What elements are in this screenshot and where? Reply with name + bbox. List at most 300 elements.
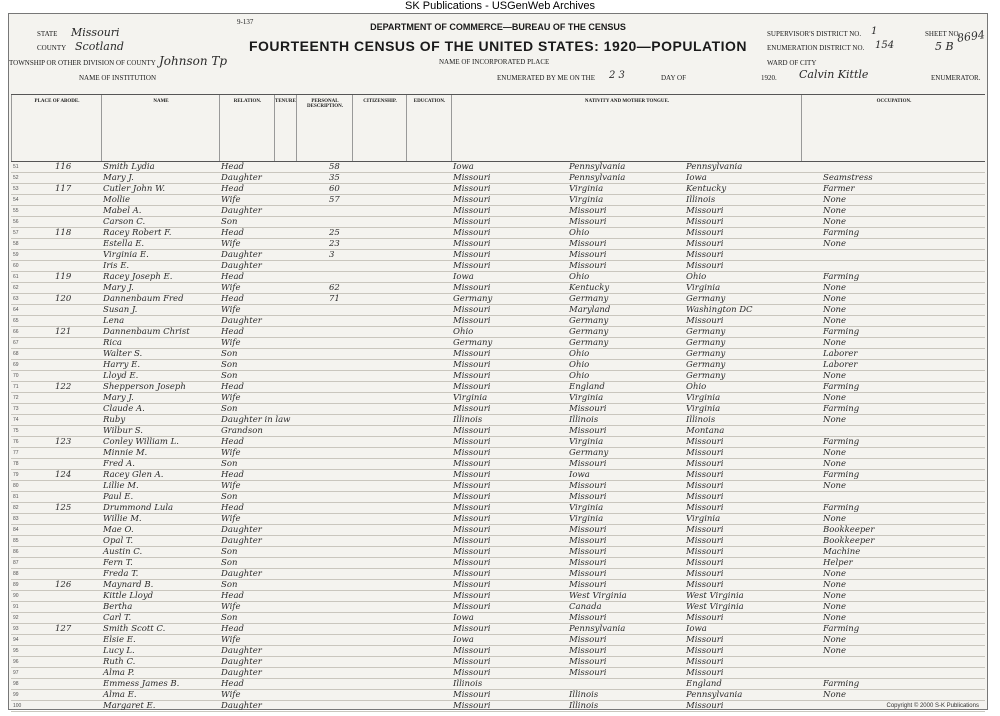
mother-birthplace: Pennsylvania (686, 162, 743, 172)
occupation: None (823, 580, 847, 590)
person-name: Fred A. (103, 459, 135, 469)
supervisor-value: 1 (871, 26, 878, 37)
line-number: 97 (13, 670, 19, 676)
father-birthplace: Germany (569, 448, 609, 458)
group-name: NAME (153, 99, 169, 104)
father-birthplace: Missouri (569, 239, 607, 249)
person-name: Alma P. (103, 668, 135, 678)
birthplace: Virginia (453, 393, 488, 403)
father-birthplace: Missouri (569, 536, 607, 546)
mother-birthplace: Missouri (686, 580, 724, 590)
birthplace: Missouri (453, 316, 491, 326)
table-row (11, 349, 985, 360)
census-sheet (8, 13, 988, 710)
birthplace: Missouri (453, 217, 491, 227)
birthplace: Missouri (453, 514, 491, 524)
person-name: Minnie M. (103, 448, 148, 458)
family-number: 125 (55, 503, 72, 513)
relation: Head (221, 679, 244, 689)
occupation: None (823, 338, 847, 348)
family-number: 120 (55, 294, 72, 304)
birthplace: Missouri (453, 448, 491, 458)
father-birthplace: West Virginia (569, 591, 627, 601)
table-row (11, 503, 985, 514)
mother-birthplace: Missouri (686, 701, 724, 711)
ed-value: 154 (875, 40, 895, 51)
line-number: 57 (13, 230, 19, 236)
birthplace: Missouri (453, 426, 491, 436)
line-number: 79 (13, 472, 19, 478)
relation: Head (221, 162, 244, 172)
line-number: 59 (13, 252, 19, 258)
relation: Daughter (221, 525, 262, 535)
line-number: 61 (13, 274, 19, 280)
birthplace: Missouri (453, 569, 491, 579)
relation: Head (221, 591, 244, 601)
occupation: Farming (823, 679, 860, 689)
mother-birthplace: Virginia (686, 393, 721, 403)
birthplace: Missouri (453, 701, 491, 711)
table-row (11, 701, 985, 712)
father-birthplace: Canada (569, 602, 602, 612)
state-label: STATE (37, 30, 58, 38)
person-name: Opal T. (103, 536, 134, 546)
line-number: 64 (13, 307, 19, 313)
line-number: 89 (13, 582, 19, 588)
relation: Wife (221, 514, 241, 524)
person-name: Alma E. (103, 690, 137, 700)
person-name: Cutler John W. (103, 184, 166, 194)
birthplace: Missouri (453, 283, 491, 293)
day-label: DAY OF (661, 74, 686, 82)
table-row (11, 635, 985, 646)
line-number: 86 (13, 549, 19, 555)
mother-birthplace: Virginia (686, 514, 721, 524)
line-number: 94 (13, 637, 19, 643)
table-row (11, 448, 985, 459)
birthplace: Illinois (453, 415, 483, 425)
relation: Wife (221, 338, 241, 348)
line-number: 58 (13, 241, 19, 247)
mother-birthplace: West Virginia (686, 602, 744, 612)
person-name: Drummond Lula (103, 503, 174, 513)
enumerator-name: Calvin Kittle (799, 68, 869, 81)
birthplace: Missouri (453, 437, 491, 447)
line-number: 60 (13, 263, 19, 269)
person-name: Carl T. (103, 613, 132, 623)
township-label: TOWNSHIP OR OTHER DIVISION OF COUNTY (9, 59, 156, 67)
line-number: 67 (13, 340, 19, 346)
father-birthplace: Pennsylvania (569, 173, 626, 183)
table-row (11, 525, 985, 536)
census-title: FOURTEENTH CENSUS OF THE UNITED STATES: 1920—POPULATION (248, 38, 748, 54)
father-birthplace: Missouri (569, 250, 607, 260)
father-birthplace: Virginia (569, 437, 604, 447)
table-row (11, 481, 985, 492)
mother-birthplace: Missouri (686, 569, 724, 579)
person-name: Mary J. (103, 173, 134, 183)
table-row (11, 514, 985, 525)
occupation: None (823, 217, 847, 227)
supervisor-label: SUPERVISOR'S DISTRICT NO. (767, 30, 862, 38)
age: 62 (329, 283, 340, 293)
table-row (11, 404, 985, 415)
table-row (11, 459, 985, 470)
sheet-label: SHEET NO. (925, 30, 961, 38)
person-name: Walter S. (103, 349, 143, 359)
birthplace: Ohio (453, 327, 474, 337)
enumerator-label: ENUMERATOR. (931, 74, 981, 82)
father-birthplace: Missouri (569, 404, 607, 414)
person-name: Maynard B. (103, 580, 154, 590)
sheet-value: 5 B (935, 40, 954, 53)
person-name: Wilbur S. (103, 426, 143, 436)
relation: Son (221, 558, 238, 568)
birthplace: Missouri (453, 459, 491, 469)
father-birthplace: Virginia (569, 514, 604, 524)
birthplace: Iowa (453, 272, 474, 282)
line-number: 70 (13, 373, 19, 379)
line-number: 92 (13, 615, 19, 621)
mother-birthplace: Missouri (686, 657, 724, 667)
ed-label: ENUMERATION DISTRICT NO. (767, 44, 865, 52)
mother-birthplace: Missouri (686, 239, 724, 249)
person-name: Willie M. (103, 514, 142, 524)
father-birthplace: Virginia (569, 184, 604, 194)
person-name: Claude A. (103, 404, 145, 414)
birthplace: Missouri (453, 558, 491, 568)
mother-birthplace: Missouri (686, 217, 724, 227)
birthplace: Missouri (453, 602, 491, 612)
line-number: 100 (13, 703, 22, 709)
mother-birthplace: Illinois (686, 415, 716, 425)
mother-birthplace: Missouri (686, 613, 724, 623)
person-name: Lucy L. (103, 646, 135, 656)
age: 35 (329, 173, 340, 183)
mother-birthplace: Missouri (686, 448, 724, 458)
table-row (11, 239, 985, 250)
mother-birthplace: Germany (686, 349, 726, 359)
archive-banner: SK Publications - USGenWeb Archives (405, 0, 595, 12)
relation: Daughter (221, 250, 262, 260)
stamp-number: 8694 (956, 28, 986, 45)
relation: Wife (221, 690, 241, 700)
group-place-of-abode: PLACE OF ABODE. (34, 99, 80, 104)
person-name: Susan J. (103, 305, 138, 315)
table-row (11, 283, 985, 294)
relation: Head (221, 272, 244, 282)
relation: Grandson (221, 426, 263, 436)
person-name: Mabel A. (103, 206, 142, 216)
birthplace: Missouri (453, 261, 491, 271)
occupation: None (823, 613, 847, 623)
occupation: None (823, 646, 847, 656)
table-row (11, 602, 985, 613)
person-name: Lena (103, 316, 125, 326)
birthplace: Missouri (453, 646, 491, 656)
father-birthplace: Illinois (569, 701, 599, 711)
occupation: Farming (823, 470, 860, 480)
table-row (11, 261, 985, 272)
mother-birthplace: Missouri (686, 459, 724, 469)
table-row (11, 558, 985, 569)
person-name: Conley William L. (103, 437, 179, 447)
person-name: Ruby (103, 415, 126, 425)
father-birthplace: Missouri (569, 492, 607, 502)
birthplace: Missouri (453, 690, 491, 700)
line-number: 56 (13, 219, 19, 225)
occupation: Farming (823, 624, 860, 634)
township-value: Johnson Tp (159, 54, 228, 68)
table-row (11, 272, 985, 283)
person-name: Racey Robert F. (103, 228, 172, 238)
mother-birthplace: Missouri (686, 470, 724, 480)
mother-birthplace: Missouri (686, 481, 724, 491)
person-name: Estella E. (103, 239, 145, 249)
birthplace: Missouri (453, 470, 491, 480)
person-name: Mary J. (103, 283, 134, 293)
birthplace: Iowa (453, 613, 474, 623)
person-name: Dannenbaum Fred (103, 294, 184, 304)
table-row (11, 206, 985, 217)
occupation: None (823, 393, 847, 403)
father-birthplace: Missouri (569, 426, 607, 436)
occupation: None (823, 283, 847, 293)
birthplace: Missouri (453, 184, 491, 194)
table-row (11, 569, 985, 580)
group-education: EDUCATION. (413, 99, 446, 104)
mother-birthplace: Missouri (686, 668, 724, 678)
birthplace: Missouri (453, 195, 491, 205)
person-name: Kittle Lloyd (103, 591, 154, 601)
table-row (11, 492, 985, 503)
line-number: 81 (13, 494, 19, 500)
table-row (11, 393, 985, 404)
line-number: 74 (13, 417, 19, 423)
table-row (11, 437, 985, 448)
age: 57 (329, 195, 340, 205)
mother-birthplace: Virginia (686, 404, 721, 414)
birthplace: Missouri (453, 580, 491, 590)
person-name: Lillie M. (103, 481, 139, 491)
relation: Daughter (221, 173, 262, 183)
father-birthplace: Missouri (569, 646, 607, 656)
table-row (11, 316, 985, 327)
occupation: Machine (823, 547, 861, 557)
birthplace: Missouri (453, 525, 491, 535)
relation: Daughter (221, 316, 262, 326)
relation: Wife (221, 195, 241, 205)
table-row (11, 668, 985, 679)
incorporated-label: NAME OF INCORPORATED PLACE (439, 58, 550, 66)
age: 60 (329, 184, 340, 194)
occupation: Laborer (823, 349, 858, 359)
occupation: None (823, 448, 847, 458)
birthplace: Missouri (453, 371, 491, 381)
family-number: 126 (55, 580, 72, 590)
birthplace: Missouri (453, 492, 491, 502)
age: 25 (329, 228, 340, 238)
state-value: Missouri (71, 26, 120, 39)
relation: Son (221, 580, 238, 590)
relation: Head (221, 624, 244, 634)
person-name: Carson C. (103, 217, 146, 227)
birthplace: Missouri (453, 591, 491, 601)
table-row (11, 195, 985, 206)
line-number: 84 (13, 527, 19, 533)
county-value: Scotland (75, 40, 124, 53)
line-number: 99 (13, 692, 19, 698)
person-name: Iris E. (103, 261, 130, 271)
line-number: 65 (13, 318, 19, 324)
person-name: Mary J. (103, 393, 134, 403)
father-birthplace: Ohio (569, 228, 590, 238)
birthplace: Missouri (453, 404, 491, 414)
birthplace: Iowa (453, 635, 474, 645)
relation: Wife (221, 602, 241, 612)
relation: Head (221, 327, 244, 337)
mother-birthplace: Missouri (686, 525, 724, 535)
occupation: Farming (823, 228, 860, 238)
table-row (11, 305, 985, 316)
table-row (11, 613, 985, 624)
relation: Head (221, 437, 244, 447)
mother-birthplace: Montana (686, 426, 725, 436)
person-name: Bertha (103, 602, 133, 612)
family-number: 119 (55, 272, 72, 282)
birthplace: Missouri (453, 657, 491, 667)
mother-birthplace: Germany (686, 327, 726, 337)
birthplace: Missouri (453, 228, 491, 238)
relation: Daughter (221, 701, 262, 711)
relation: Son (221, 217, 238, 227)
mother-birthplace: Kentucky (686, 184, 727, 194)
occupation: Farming (823, 437, 860, 447)
father-birthplace: Virginia (569, 503, 604, 513)
table-row (11, 338, 985, 349)
father-birthplace: Germany (569, 294, 609, 304)
birthplace: Missouri (453, 547, 491, 557)
birthplace: Missouri (453, 382, 491, 392)
relation: Daughter (221, 668, 262, 678)
occupation: Farming (823, 382, 860, 392)
occupation: Bookkeeper (823, 536, 875, 546)
person-name: Dannenbaum Christ (103, 327, 190, 337)
mother-birthplace: Missouri (686, 206, 724, 216)
relation: Son (221, 404, 238, 414)
mother-birthplace: Missouri (686, 228, 724, 238)
occupation: None (823, 305, 847, 315)
line-number: 71 (13, 384, 19, 390)
occupation: Farming (823, 404, 860, 414)
occupation: None (823, 591, 847, 601)
table-row (11, 250, 985, 261)
father-birthplace: Missouri (569, 613, 607, 623)
person-name: Austin C. (103, 547, 143, 557)
table-row (11, 657, 985, 668)
ward-label: WARD OF CITY (767, 59, 817, 67)
mother-birthplace: Missouri (686, 536, 724, 546)
table-row (11, 547, 985, 558)
group-occupation: OCCUPATION. (876, 99, 912, 104)
line-number: 95 (13, 648, 19, 654)
relation: Daughter (221, 261, 262, 271)
occupation: None (823, 481, 847, 491)
line-number: 54 (13, 197, 19, 203)
relation: Daughter (221, 646, 262, 656)
family-number: 117 (55, 184, 72, 194)
mother-birthplace: Missouri (686, 635, 724, 645)
occupation: Seamstress (823, 173, 873, 183)
father-birthplace: Missouri (569, 206, 607, 216)
column-headers (11, 94, 985, 162)
county-label: COUNTY (37, 44, 67, 52)
age: 23 (329, 239, 340, 249)
father-birthplace: Ohio (569, 371, 590, 381)
occupation: None (823, 195, 847, 205)
father-birthplace: Missouri (569, 580, 607, 590)
relation: Head (221, 184, 244, 194)
father-birthplace: Missouri (569, 635, 607, 645)
table-row (11, 162, 985, 173)
person-name: Racey Joseph E. (103, 272, 173, 282)
occupation: Helper (823, 558, 853, 568)
occupation: Farming (823, 327, 860, 337)
occupation: None (823, 239, 847, 249)
relation: Daughter (221, 206, 262, 216)
mother-birthplace: Washington DC (686, 305, 753, 315)
relation: Son (221, 349, 238, 359)
father-birthplace: Germany (569, 316, 609, 326)
father-birthplace: Ohio (569, 349, 590, 359)
person-name: Fern T. (103, 558, 133, 568)
relation: Head (221, 294, 244, 304)
institution-label: NAME OF INSTITUTION (79, 74, 156, 82)
census-rows (11, 162, 985, 712)
line-number: 51 (13, 164, 19, 170)
father-birthplace: Germany (569, 327, 609, 337)
group-citizenship: CITIZENSHIP. (363, 99, 397, 104)
father-birthplace: Missouri (569, 547, 607, 557)
person-name: Smith Scott C. (103, 624, 166, 634)
table-row (11, 679, 985, 690)
occupation: Farming (823, 503, 860, 513)
family-number: 122 (55, 382, 72, 392)
relation: Daughter (221, 536, 262, 546)
mother-birthplace: West Virginia (686, 591, 744, 601)
family-number: 116 (55, 162, 72, 172)
mother-birthplace: Missouri (686, 437, 724, 447)
occupation: None (823, 415, 847, 425)
birthplace: Germany (453, 338, 493, 348)
occupation: None (823, 206, 847, 216)
line-number: 72 (13, 395, 19, 401)
enumerated-label: ENUMERATED BY ME ON THE (497, 74, 595, 82)
person-name: Mae O. (103, 525, 134, 535)
birthplace: Germany (453, 294, 493, 304)
father-birthplace: Illinois (569, 690, 599, 700)
year-label: 1920. (761, 74, 777, 82)
occupation: Farmer (823, 184, 855, 194)
line-number: 85 (13, 538, 19, 544)
relation: Head (221, 228, 244, 238)
line-number: 52 (13, 175, 19, 181)
line-number: 91 (13, 604, 19, 610)
person-name: Ruth C. (103, 657, 136, 667)
mother-birthplace: Ohio (686, 272, 707, 282)
person-name: Freda T. (103, 569, 139, 579)
table-row (11, 580, 985, 591)
